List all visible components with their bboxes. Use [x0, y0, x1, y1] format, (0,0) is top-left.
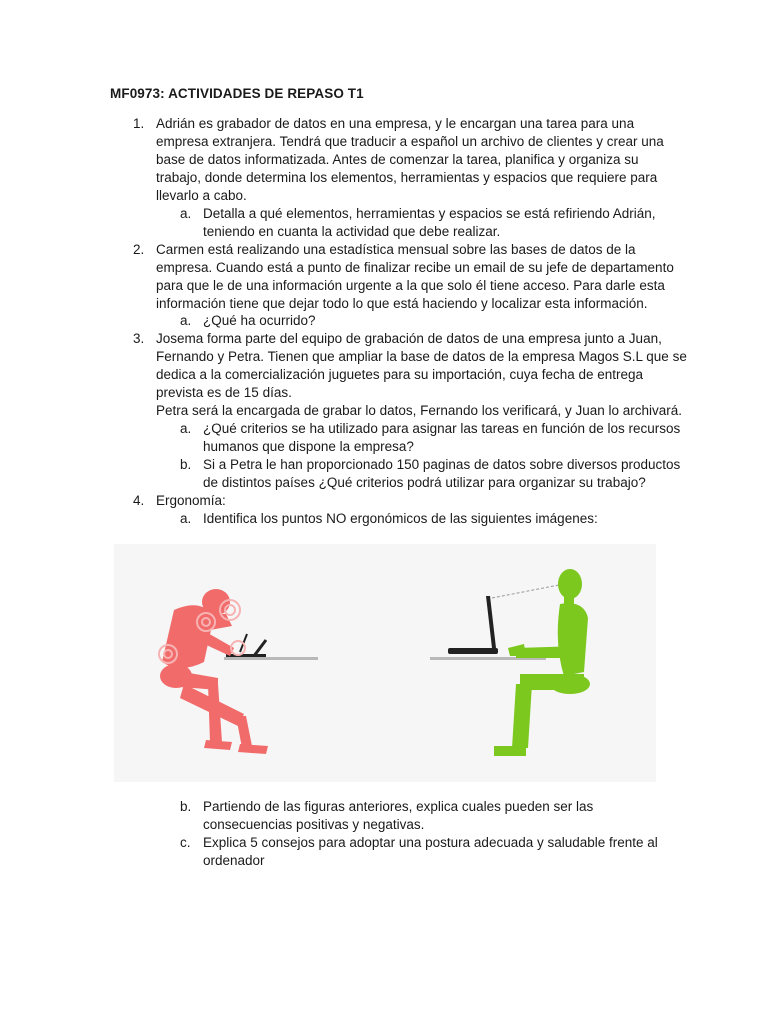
- item-2-line: para que le de una información urgente a la que solo él tiene acceso. Para darle esta: [156, 278, 665, 293]
- item-4a-line: Identifica los puntos NO ergonómicos de las siguientes imágenes:: [203, 511, 598, 526]
- item-4c-marker: c.: [180, 835, 191, 850]
- item-1-line: empresa extranjera. Tendrá que traducir a español un archivo de clientes y crear una: [156, 134, 664, 149]
- item-3-marker: 3.: [133, 331, 145, 346]
- item-3a-line: humanos que dispone la empresa?: [203, 439, 414, 454]
- item-3-line: dedica a la comercialización juguetes para su importación, cuya fecha de entrega: [156, 367, 644, 382]
- item-3a-line: ¿Qué criterios se ha utilizado para asignar las tareas en función de los recursos: [203, 421, 681, 436]
- item-1a-marker: a.: [180, 206, 192, 221]
- item-4-line: Ergonomía:: [156, 493, 226, 508]
- bad-posture-figure: [159, 589, 318, 754]
- good-posture-figure: [430, 569, 590, 756]
- item-1a-line: Detalla a qué elementos, herramientas y espacios se está refiriendo Adrián,: [203, 206, 656, 221]
- item-1-line: base de datos informatizada. Antes de comenzar la tarea, planifica y organiza su: [156, 152, 639, 167]
- good-posture-body: [494, 569, 590, 756]
- item-1-line: trabajo, donde determina los elementos, herramientas y espacios que requiere para: [156, 170, 658, 185]
- item-4c-line: Explica 5 consejos para adoptar una postura adecuada y saludable frente al: [203, 835, 658, 850]
- item-3a-marker: a.: [180, 421, 192, 436]
- item-4b-marker: b.: [180, 799, 192, 814]
- item-2a-line: ¿Qué ha ocurrido?: [203, 313, 316, 328]
- item-4b-line: Partiendo de las figuras anteriores, explica cuales pueden ser las: [203, 799, 594, 814]
- item-3b-line: Si a Petra le han proporcionado 150 paginas de datos sobre diversos productos: [203, 457, 681, 472]
- ergonomics-illustration: [114, 544, 656, 782]
- item-1-line: Adrián es grabador de datos en una empresa, y le encargan una tarea para una: [156, 116, 635, 131]
- item-1-marker: 1.: [133, 116, 145, 131]
- item-2-line: Carmen está realizando una estadística mensual sobre las bases de datos de la: [156, 242, 636, 257]
- item-3-line: Petra será la encargada de grabar lo datos, Fernando los verificará, y Juan lo archivará.: [156, 403, 683, 418]
- item-3b-line: de distintos países ¿Qué criterios podrá utilizar para organizar su trabajo?: [203, 475, 646, 490]
- item-1a-line: teniendo en cuanta la actividad que debe realizar.: [203, 224, 501, 239]
- item-2-line: información tiene que dejar todo lo que está haciendo y localizar esta información.: [156, 296, 648, 311]
- item-4b-line: consecuencias positivas y negativas.: [203, 817, 425, 832]
- ergonomics-figure: [114, 544, 656, 782]
- item-2a-marker: a.: [180, 313, 192, 328]
- document-title: MF0973: ACTIVIDADES DE REPASO T1: [110, 86, 364, 101]
- item-4a-marker: a.: [180, 511, 192, 526]
- item-4c-line: ordenador: [203, 853, 265, 868]
- item-2-line: empresa. Cuando está a punto de finalizar recibe un email de su jefe de departamento: [156, 260, 674, 275]
- item-3-line: Josema forma parte del equipo de grabación de datos de una empresa junto a Juan,: [156, 331, 662, 346]
- item-3b-marker: b.: [180, 457, 192, 472]
- item-3-line: Fernando y Petra. Tienen que ampliar la base de datos de la empresa Magos S.L que se: [156, 349, 687, 364]
- item-3-line: prevista es de 15 días.: [156, 385, 292, 400]
- item-2-marker: 2.: [133, 242, 145, 257]
- bad-posture-body: [160, 589, 268, 754]
- item-4-marker: 4.: [133, 493, 145, 508]
- item-1-line: llevarlo a cabo.: [156, 188, 247, 203]
